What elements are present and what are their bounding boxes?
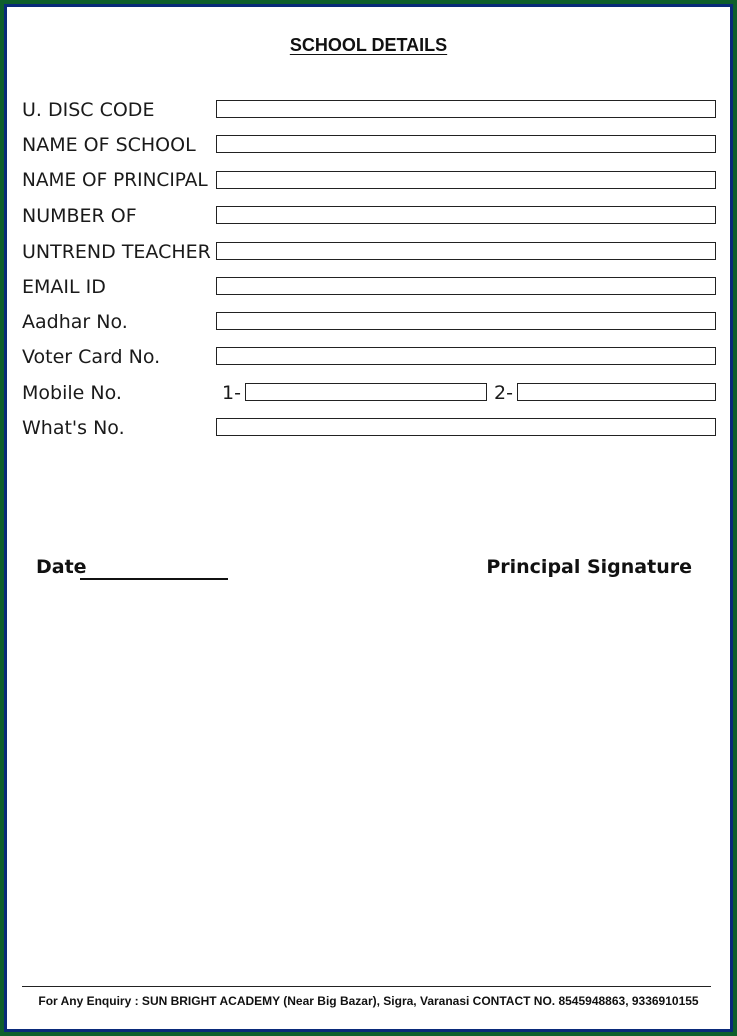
principal-signature-label: Principal Signature [486, 556, 692, 578]
field-row-email [22, 274, 722, 300]
udise-code-input[interactable] [216, 100, 716, 118]
school-name-input[interactable] [216, 135, 716, 153]
voter-card-input[interactable] [216, 347, 716, 365]
field-row-voter-card [22, 344, 722, 370]
principal-name-input[interactable] [216, 171, 716, 189]
field-label: Voter Card No. [22, 346, 161, 368]
aadhar-input[interactable] [216, 312, 716, 330]
field-row-number-of [22, 203, 722, 229]
field-label: EMAIL ID [22, 276, 106, 298]
footer-divider [22, 986, 711, 987]
number-of-input[interactable] [216, 206, 716, 224]
field-row-principal-name [22, 168, 722, 194]
field-row-untrend-teacher [22, 239, 722, 265]
field-label: Aadhar No. [22, 311, 128, 333]
email-input[interactable] [216, 277, 716, 295]
field-label: U. DISC CODE [22, 99, 155, 121]
date-line[interactable] [80, 578, 228, 580]
date-label: Date [36, 556, 87, 578]
field-label: UNTREND TEACHER [22, 241, 211, 263]
field-row-school-name [22, 132, 722, 158]
field-label: NAME OF PRINCIPAL [22, 170, 208, 191]
field-label: NUMBER OF [22, 205, 137, 227]
untrend-teacher-input[interactable] [216, 242, 716, 260]
field-label: NAME OF SCHOOL [22, 134, 196, 156]
whatsapp-input[interactable] [216, 418, 716, 436]
field-row-mobile [22, 380, 722, 406]
field-label: Mobile No. [22, 382, 122, 404]
form-sheet [7, 7, 730, 1029]
mobile-1-input[interactable] [245, 383, 487, 401]
field-label: What's No. [22, 417, 125, 439]
form-title: SCHOOL DETAILS [289, 35, 448, 55]
footer-enquiry: For Any Enquiry : SUN BRIGHT ACADEMY (Near Big Bazar), Sigra, Varanasi CONTACT NO. 8545948863, 9336910155 [38, 994, 699, 1008]
field-row-aadhar [22, 309, 722, 335]
mobile-2-input[interactable] [517, 383, 716, 401]
mobile-2-prefix: 2- [494, 382, 513, 404]
field-row-whatsapp [22, 415, 722, 441]
mobile-1-prefix: 1- [222, 382, 241, 404]
field-row-udise [22, 97, 722, 123]
